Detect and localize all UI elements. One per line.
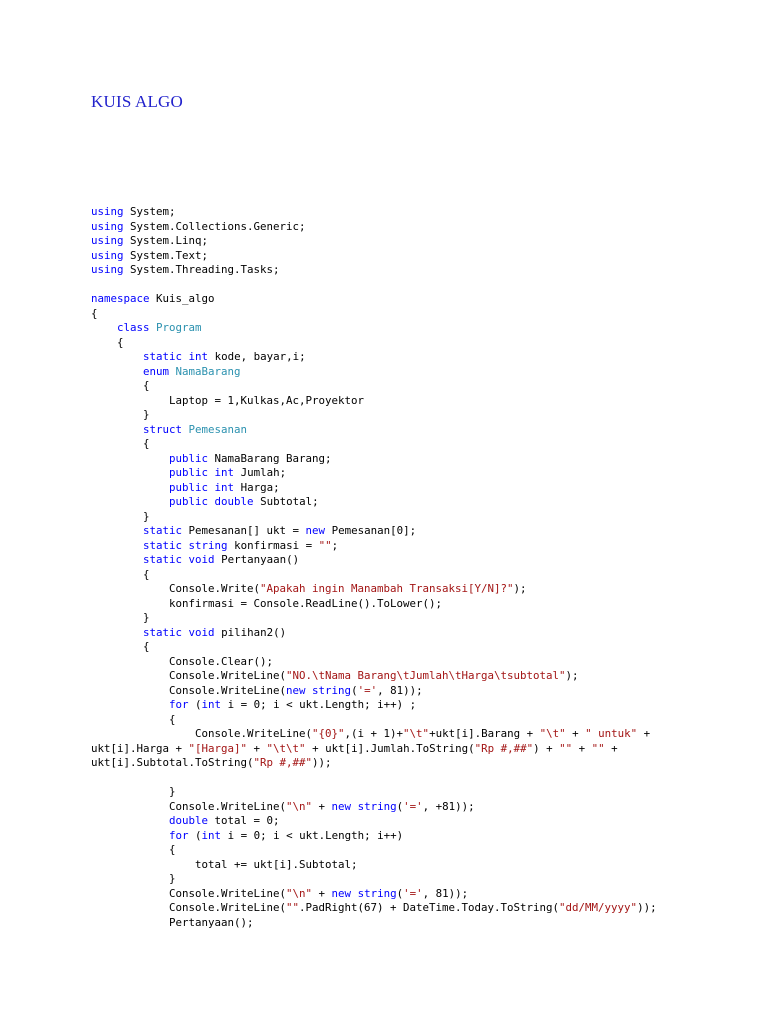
code-token-plain: + [637,727,651,740]
code-token-kw: static [143,524,183,537]
code-token-plain: konfirmasi = Console.ReadLine().ToLower(); [91,596,443,610]
code-token-plain [91,495,169,508]
code-token-plain: +ukt[i].Barang + [429,727,540,740]
code-token-plain: } [91,872,176,885]
code-line [91,466,671,481]
code-token-plain: ) + [533,741,560,755]
code-token-plain: , +81)); [422,799,475,813]
code-token-plain: i = 0; i < ukt.Length; i++) ; [221,698,417,711]
code-token-plain: + [565,727,586,740]
code-token-plain: Laptop = 1,Kulkas,Ac,Proyektor [91,393,365,407]
code-token-plain: Console.WriteLine( [91,727,313,740]
code-token-plain: { [91,335,124,349]
code-token-plain [91,524,143,537]
code-line [91,321,671,336]
code-token-plain: System; [123,205,176,218]
code-token-kw: static [143,538,183,552]
code-token-plain: Jumlah; [234,466,287,479]
code-token-plain: ( [188,698,202,711]
code-line [91,872,671,887]
code-token-plain [91,626,143,639]
code-token-plain: System.Linq; [123,234,209,247]
code-line [91,582,671,597]
code-token-kw: using [91,234,124,247]
code-token-kw: new [331,886,352,900]
code-token-plain: NamaBarang Barang; [208,451,332,465]
code-token-plain: )); [637,901,657,914]
document-title: KUIS ALGO [91,92,183,111]
code-token-plain: Pemesanan[] ukt = [182,524,306,537]
code-token-plain [91,829,169,842]
code-token-kw: public [169,466,209,479]
code-token-plain: Console.WriteLine( [91,901,287,914]
code-token-kw: using [91,205,124,218]
code-line [91,843,671,858]
code-token-plain [91,350,143,363]
code-token-plain [91,814,169,827]
code-token-plain: total = 0; [208,814,280,827]
code-token-kw: new [305,524,326,537]
code-token-plain: ); [513,582,527,595]
code-token-plain: Console.WriteLine( [91,683,287,697]
code-line [91,495,671,510]
code-token-str: "" [318,538,332,552]
code-token-str: "NO.\tNama Barang\tJumlah\tHarga\tsubtotal" [286,669,566,682]
code-line [91,568,671,583]
code-token-kw: int [201,698,222,711]
code-token-plain: ; [331,538,339,552]
code-line [91,524,671,539]
code-token-plain: { [91,437,150,450]
code-line [91,640,671,655]
code-token-plain: + [572,741,592,755]
code-line [91,408,671,423]
code-token-kw: using [91,219,124,233]
code-token-str: "\t\t" [266,741,306,755]
code-token-kw: string [188,538,228,552]
code-token-plain: kode, bayar,i; [208,350,306,363]
code-token-kw: static [143,625,183,639]
code-line [91,727,671,742]
code-line [91,350,671,365]
code-line [91,278,671,293]
code-line [91,858,671,873]
code-token-kw: namespace [91,292,150,305]
code-line [91,916,671,931]
code-token-type: NamaBarang [175,364,241,378]
code-token-kw: int [201,828,222,842]
code-token-plain: { [91,306,98,320]
code-token-kw: void [188,625,215,639]
code-token-str: "" [591,741,605,755]
code-token-kw: int [214,466,235,479]
code-token-plain [91,365,143,378]
code-line [91,611,671,626]
code-token-kw: using [91,248,124,262]
code-token-kw: enum [143,364,170,378]
code-token-plain: konfirmasi = [227,538,319,552]
code-token-type: Pemesanan [188,422,248,436]
code-token-plain: , 81)); [422,886,469,900]
code-token-plain: ); [565,669,579,682]
code-token-plain: ( [188,828,202,842]
code-token-kw: string [357,799,397,813]
code-token-kw: string [357,886,397,900]
code-line [91,655,671,670]
code-token-str: "dd/MM/yyyy" [559,901,638,914]
code-token-kw: new [331,799,352,813]
code-line [91,698,671,713]
code-token-plain [91,423,143,436]
code-token-plain: + ukt[i].Jumlah.ToString( [305,741,475,755]
code-listing [91,205,671,930]
code-token-plain: Subtotal; [253,495,319,508]
code-token-str: "{0}" [312,727,345,740]
code-token-plain: Pertanyaan() [214,553,300,566]
code-token-plain: Pertanyaan(); [91,915,254,929]
code-line [91,800,671,815]
code-line [91,713,671,728]
code-token-plain: System.Collections.Generic; [123,219,306,233]
code-token-plain: Console.WriteLine( [91,886,287,900]
code-token-plain: ,(i + 1)+ [344,727,404,740]
code-token-plain: } [91,408,150,421]
code-token-str: " untuk" [585,727,638,740]
code-token-plain: } [91,785,176,798]
code-line [91,626,671,641]
code-token-plain: { [91,843,176,856]
code-token-str: '=' [403,886,423,900]
code-token-plain: Harga; [234,480,280,494]
code-token-kw: double [169,814,209,827]
code-token-kw: static [143,553,183,566]
code-token-plain: pilihan2() [214,625,287,639]
code-token-plain: )); [312,756,332,769]
code-line [91,437,671,452]
code-token-plain: { [91,640,150,653]
code-line [91,901,671,916]
code-token-kw: new [286,683,306,697]
code-token-plain: { [91,712,176,726]
code-token-kw: int [188,350,209,363]
code-token-kw: using [91,263,124,276]
code-token-plain: ( [351,683,358,697]
code-line [91,669,671,684]
code-token-kw: public [169,480,209,494]
code-token-plain: ( [396,799,404,813]
code-token-plain: System.Text; [123,248,209,262]
code-line [91,205,671,220]
code-token-plain: } [91,509,150,523]
code-line [91,263,671,278]
code-line [91,771,671,786]
code-token-plain: Console.Write( [91,582,261,595]
code-token-plain: Kuis_algo [149,292,215,305]
code-line [91,394,671,409]
code-token-plain: i = 0; i < ukt.Length; i++) [221,828,404,842]
code-token-plain [91,698,169,711]
code-token-plain [91,553,143,566]
code-token-str: '=' [403,799,423,813]
code-line [91,336,671,351]
code-line [91,510,671,525]
code-token-kw: static [143,350,183,363]
code-token-plain: ukt[i].Subtotal.ToString( [91,756,254,769]
code-token-plain: Console.WriteLine( [91,799,287,813]
code-token-type: Program [156,321,202,334]
code-token-str: "Rp #,##" [253,756,313,769]
code-line [91,785,671,800]
code-token-plain: } [91,611,150,624]
code-token-plain: ( [396,886,404,900]
code-token-kw: string [312,683,352,697]
code-line [91,452,671,467]
code-line [91,307,671,322]
code-line [91,220,671,235]
code-token-kw: int [214,480,235,494]
code-token-str: '=' [357,683,378,697]
code-token-plain: , 81)); [377,683,423,697]
code-line [91,553,671,568]
code-token-plain: { [91,379,150,392]
code-line [91,292,671,307]
code-token-str: "" [286,901,300,914]
code-token-str: "\t" [403,727,430,740]
code-token-kw: class [117,321,150,334]
code-line [91,423,671,438]
code-token-plain: { [91,567,150,581]
code-line [91,756,671,771]
code-token-kw: double [214,495,254,508]
code-token-plain: + [312,799,332,813]
code-line [91,481,671,496]
code-token-plain: + [247,741,267,755]
code-token-str: "[Harga]" [188,741,248,755]
code-line [91,597,671,612]
code-token-plain: Console.Clear(); [91,654,274,668]
code-token-plain [91,321,117,334]
code-line [91,887,671,902]
code-token-plain: + [604,741,618,755]
code-token-plain: Console.WriteLine( [91,669,287,682]
code-token-kw: struct [143,422,183,436]
code-token-str: "" [559,741,573,755]
code-token-plain: total += ukt[i].Subtotal; [91,857,358,871]
code-token-plain: System.Threading.Tasks; [123,263,280,276]
code-line [91,742,671,757]
code-token-plain [91,466,169,479]
code-line [91,365,671,380]
code-token-str: "\n" [286,799,313,813]
code-token-str: "\t" [539,727,566,740]
code-line [91,234,671,249]
code-token-plain [91,481,169,494]
code-token-plain: + [312,886,332,900]
code-token-plain: .PadRight(67) + DateTime.Today.ToString( [299,901,560,914]
code-token-str: "Rp #,##" [474,741,534,755]
code-token-plain [91,539,143,552]
code-token-str: "\n" [286,886,313,900]
code-token-kw: for [169,698,189,711]
code-line [91,539,671,554]
code-token-plain [91,452,169,465]
code-token-kw: for [169,828,189,842]
code-line [91,829,671,844]
code-token-kw: void [188,553,215,566]
code-line [91,814,671,829]
code-token-str: "Apakah ingin Manambah Transaksi[Y/N]?" [260,582,514,595]
code-line [91,684,671,699]
code-line [91,249,671,264]
code-line [91,379,671,394]
code-token-kw: public [169,495,209,508]
code-token-plain: Pemesanan[0]; [325,524,417,537]
code-token-kw: public [169,451,209,465]
code-token-plain: ukt[i].Harga + [91,741,189,755]
